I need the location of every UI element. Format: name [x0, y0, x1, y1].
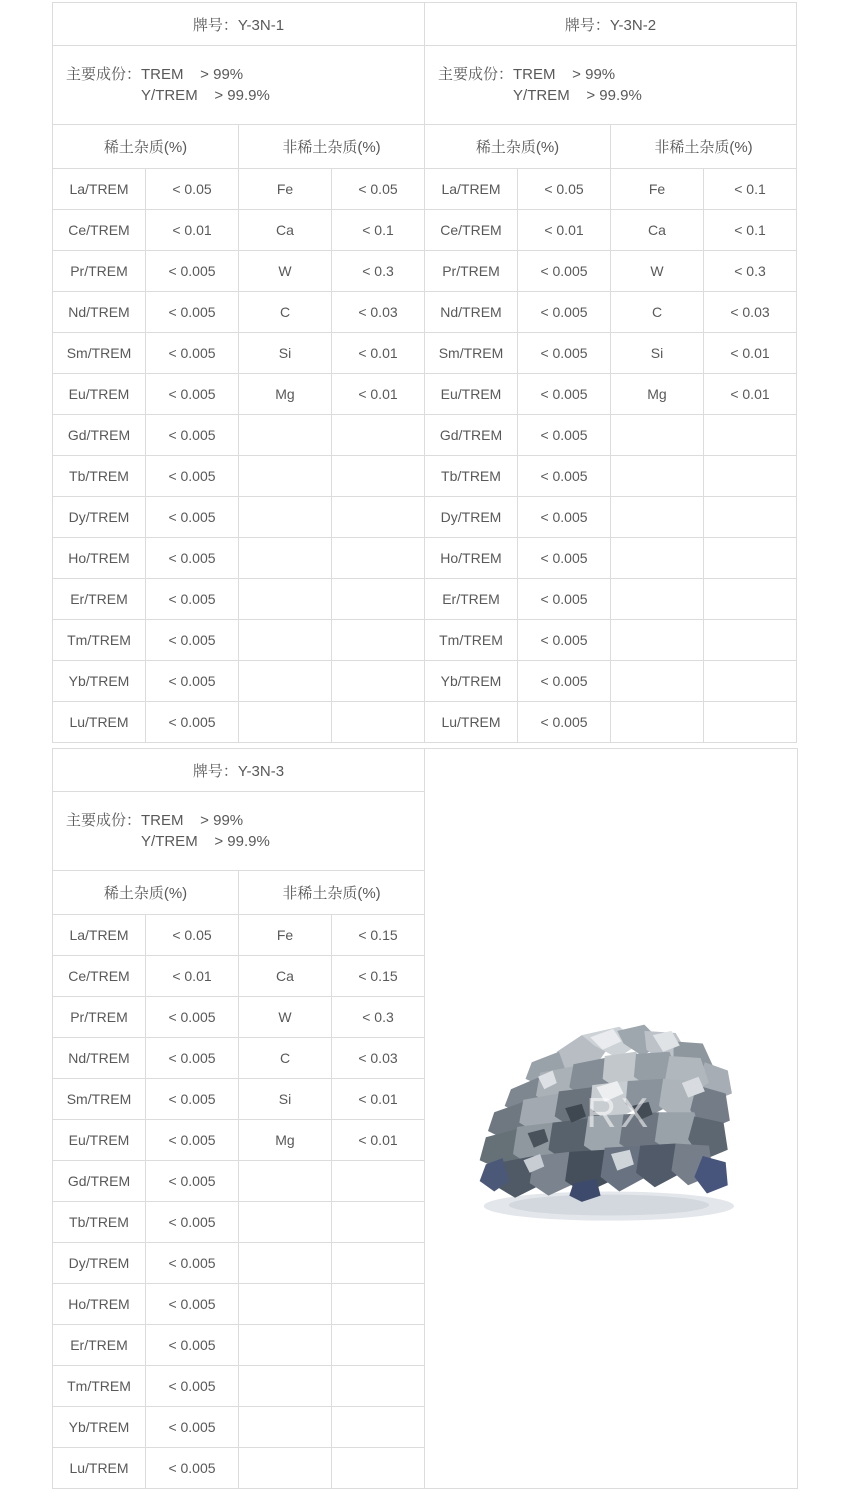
- impurity-limit: [332, 456, 425, 497]
- impurity-element: Tm/TREM: [425, 620, 518, 661]
- impurity-limit: < 0.005: [518, 415, 611, 456]
- impurity-element: W: [239, 251, 332, 292]
- impurity-limit: < 0.005: [518, 292, 611, 333]
- impurity-row: [425, 333, 797, 374]
- impurity-row: [53, 1038, 425, 1079]
- impurity-limit: < 0.01: [332, 1079, 425, 1120]
- impurity-element: Fe: [239, 915, 332, 956]
- impurity-limit: < 0.005: [146, 1366, 239, 1407]
- impurity-limit: [704, 579, 797, 620]
- impurity-row: [53, 456, 425, 497]
- grade-title-row: [425, 3, 797, 46]
- grade-title: 牌号：Y-3N-2: [425, 3, 797, 46]
- impurity-limit: < 0.05: [332, 169, 425, 210]
- impurity-element: Si: [239, 333, 332, 374]
- impurity-limit: < 0.005: [518, 538, 611, 579]
- impurity-limit: < 0.005: [518, 702, 611, 743]
- impurity-limit: < 0.005: [518, 251, 611, 292]
- impurity-row: [425, 579, 797, 620]
- impurity-element: Dy/TREM: [53, 497, 146, 538]
- impurity-limit: < 0.005: [146, 1079, 239, 1120]
- impurity-element: Ho/TREM: [53, 1284, 146, 1325]
- impurity-row: [53, 1407, 425, 1448]
- impurity-element: Yb/TREM: [425, 661, 518, 702]
- impurity-row: [53, 997, 425, 1038]
- impurity-limit: < 0.005: [146, 456, 239, 497]
- impurity-element: Gd/TREM: [425, 415, 518, 456]
- impurity-limit: [332, 1325, 425, 1366]
- impurity-row: [53, 1284, 425, 1325]
- impurity-row: [53, 1243, 425, 1284]
- impurity-limit: < 0.01: [704, 333, 797, 374]
- impurity-row: [53, 661, 425, 702]
- impurity-element: Sm/TREM: [425, 333, 518, 374]
- composition-row: [53, 46, 425, 125]
- impurity-limit: < 0.005: [146, 333, 239, 374]
- impurity-limit: < 0.01: [704, 374, 797, 415]
- impurity-element: W: [239, 997, 332, 1038]
- impurity-limit: [704, 415, 797, 456]
- impurity-element: Lu/TREM: [425, 702, 518, 743]
- impurity-limit: [332, 1448, 425, 1489]
- impurity-limit: [332, 661, 425, 702]
- impurity-element: Pr/TREM: [53, 251, 146, 292]
- impurity-row: [53, 415, 425, 456]
- impurity-element: Si: [239, 1079, 332, 1120]
- impurity-element: Ho/TREM: [425, 538, 518, 579]
- impurity-element: Yb/TREM: [53, 661, 146, 702]
- impurity-element: [239, 538, 332, 579]
- impurity-row: [53, 538, 425, 579]
- impurity-element: [611, 620, 704, 661]
- impurity-row: [425, 415, 797, 456]
- grade-title: 牌号：Y-3N-3: [53, 749, 425, 792]
- impurity-limit: [332, 1284, 425, 1325]
- composition-label: 主要成份：: [438, 66, 514, 83]
- impurity-limit: [332, 702, 425, 743]
- composition-row: [425, 46, 797, 125]
- impurity-row: [425, 374, 797, 415]
- impurity-limit: < 0.005: [518, 579, 611, 620]
- spec-table-y-3n-1: [52, 2, 425, 743]
- impurity-element: Si: [611, 333, 704, 374]
- impurity-limit: < 0.01: [332, 374, 425, 415]
- impurity-limit: < 0.005: [146, 702, 239, 743]
- impurity-limit: < 0.005: [146, 251, 239, 292]
- impurity-limit: [332, 620, 425, 661]
- impurity-row: [53, 333, 425, 374]
- non-re-impurity-header: 非稀土杂质(%): [239, 125, 425, 169]
- impurity-limit: [704, 538, 797, 579]
- impurity-limit: [332, 1202, 425, 1243]
- impurity-element: Mg: [611, 374, 704, 415]
- impurity-element: [611, 702, 704, 743]
- impurity-limit: < 0.005: [146, 538, 239, 579]
- impurity-limit: < 0.005: [518, 620, 611, 661]
- impurity-limit: < 0.03: [704, 292, 797, 333]
- impurity-element: [611, 497, 704, 538]
- impurity-limit: < 0.01: [332, 333, 425, 374]
- impurity-limit: < 0.005: [518, 333, 611, 374]
- impurity-element: Mg: [239, 1120, 332, 1161]
- impurity-element: [239, 702, 332, 743]
- impurity-element: C: [239, 1038, 332, 1079]
- composition-trem: TREM > 99%: [141, 66, 244, 83]
- impurity-element: Ce/TREM: [53, 956, 146, 997]
- photo-watermark: RX: [586, 1088, 653, 1136]
- impurity-element: Dy/TREM: [53, 1243, 146, 1284]
- impurity-element: La/TREM: [53, 915, 146, 956]
- impurity-limit: [704, 702, 797, 743]
- impurity-element: [239, 1284, 332, 1325]
- impurity-element: [239, 415, 332, 456]
- impurity-rows: [53, 915, 425, 1489]
- impurity-element: Nd/TREM: [53, 1038, 146, 1079]
- impurity-limit: [332, 538, 425, 579]
- composition-trem: TREM > 99%: [141, 812, 244, 829]
- impurity-row: [53, 702, 425, 743]
- impurity-row: [53, 374, 425, 415]
- impurity-rows: [53, 169, 425, 743]
- impurity-row: [53, 1202, 425, 1243]
- impurity-row: [53, 1161, 425, 1202]
- impurity-row: [53, 210, 425, 251]
- impurity-element: [239, 1325, 332, 1366]
- re-impurity-header: 稀土杂质(%): [425, 125, 611, 169]
- impurity-limit: < 0.1: [704, 169, 797, 210]
- composition-y-trem: Y/TREM > 99.9%: [513, 87, 642, 104]
- impurity-limit: [704, 497, 797, 538]
- product-photo-cell: [424, 748, 798, 1489]
- impurity-element: Pr/TREM: [425, 251, 518, 292]
- impurity-limit: < 0.005: [146, 1284, 239, 1325]
- impurity-limit: < 0.01: [146, 956, 239, 997]
- impurity-element: [611, 538, 704, 579]
- impurity-limit: < 0.005: [146, 1120, 239, 1161]
- impurity-element: Tb/TREM: [53, 456, 146, 497]
- impurity-element: [239, 1161, 332, 1202]
- top-section: [52, 2, 798, 743]
- impurity-limit: < 0.005: [146, 579, 239, 620]
- impurity-element: Er/TREM: [425, 579, 518, 620]
- bottom-section: [52, 748, 798, 1489]
- impurity-element: Sm/TREM: [53, 1079, 146, 1120]
- impurity-limit: < 0.005: [146, 497, 239, 538]
- impurity-element: Gd/TREM: [53, 1161, 146, 1202]
- impurity-element: Ce/TREM: [53, 210, 146, 251]
- impurity-element: [239, 661, 332, 702]
- composition-trem: TREM > 99%: [513, 66, 616, 83]
- impurity-element: La/TREM: [53, 169, 146, 210]
- impurity-limit: < 0.005: [518, 661, 611, 702]
- impurity-limit: < 0.005: [518, 497, 611, 538]
- impurity-row: [425, 456, 797, 497]
- impurity-element: [239, 497, 332, 538]
- impurity-element: Mg: [239, 374, 332, 415]
- impurity-row: [53, 1448, 425, 1489]
- impurity-limit: < 0.005: [518, 374, 611, 415]
- impurity-element: Tb/TREM: [425, 456, 518, 497]
- impurity-element: [239, 620, 332, 661]
- impurity-header-row: [425, 125, 797, 169]
- composition-y-trem: Y/TREM > 99.9%: [141, 87, 270, 104]
- impurity-limit: [332, 579, 425, 620]
- impurity-element: Tb/TREM: [53, 1202, 146, 1243]
- impurity-element: [611, 579, 704, 620]
- impurity-limit: < 0.005: [146, 292, 239, 333]
- composition-label: 主要成份：: [66, 812, 142, 829]
- impurity-row: [53, 956, 425, 997]
- impurity-row: [53, 1325, 425, 1366]
- impurity-row: [53, 915, 425, 956]
- re-impurity-header: 稀土杂质(%): [53, 125, 239, 169]
- impurity-limit: < 0.005: [146, 1325, 239, 1366]
- impurity-element: [611, 456, 704, 497]
- impurity-element: Gd/TREM: [53, 415, 146, 456]
- impurity-limit: [332, 1366, 425, 1407]
- yttrium-metal-lumps-photo: [465, 1008, 757, 1229]
- impurity-element: W: [611, 251, 704, 292]
- impurity-limit: < 0.03: [332, 1038, 425, 1079]
- impurity-row: [425, 497, 797, 538]
- impurity-limit: < 0.005: [146, 415, 239, 456]
- impurity-row: [425, 661, 797, 702]
- impurity-limit: < 0.01: [518, 210, 611, 251]
- impurity-row: [53, 251, 425, 292]
- impurity-element: Nd/TREM: [53, 292, 146, 333]
- impurity-limit: < 0.005: [146, 1038, 239, 1079]
- impurity-element: Ca: [239, 956, 332, 997]
- impurity-limit: [332, 1161, 425, 1202]
- impurity-limit: < 0.005: [146, 1161, 239, 1202]
- impurity-element: Yb/TREM: [53, 1407, 146, 1448]
- grade-title: 牌号：Y-3N-1: [53, 3, 425, 46]
- impurity-limit: < 0.3: [704, 251, 797, 292]
- impurity-limit: < 0.005: [146, 1243, 239, 1284]
- impurity-element: [239, 579, 332, 620]
- impurity-element: Nd/TREM: [425, 292, 518, 333]
- non-re-impurity-header: 非稀土杂质(%): [239, 871, 425, 915]
- impurity-element: Eu/TREM: [53, 1120, 146, 1161]
- impurity-element: Sm/TREM: [53, 333, 146, 374]
- impurity-limit: < 0.05: [518, 169, 611, 210]
- impurity-limit: < 0.01: [146, 210, 239, 251]
- impurity-row: [53, 620, 425, 661]
- impurity-limit: < 0.3: [332, 251, 425, 292]
- impurity-row: [53, 497, 425, 538]
- impurity-element: Fe: [611, 169, 704, 210]
- impurity-element: Eu/TREM: [53, 374, 146, 415]
- impurity-element: [239, 1448, 332, 1489]
- impurity-limit: [332, 415, 425, 456]
- impurity-element: Fe: [239, 169, 332, 210]
- impurity-header-row: [53, 125, 425, 169]
- impurity-row: [53, 1079, 425, 1120]
- impurity-limit: < 0.005: [518, 456, 611, 497]
- impurity-limit: < 0.005: [146, 1202, 239, 1243]
- impurity-element: Lu/TREM: [53, 1448, 146, 1489]
- impurity-row: [425, 251, 797, 292]
- composition-y-trem: Y/TREM > 99.9%: [141, 833, 270, 850]
- impurity-rows: [425, 169, 797, 743]
- impurity-limit: < 0.1: [332, 210, 425, 251]
- impurity-limit: < 0.03: [332, 292, 425, 333]
- impurity-limit: < 0.05: [146, 169, 239, 210]
- impurity-limit: < 0.15: [332, 956, 425, 997]
- impurity-limit: [704, 456, 797, 497]
- composition-row: [53, 792, 425, 871]
- impurity-limit: < 0.005: [146, 620, 239, 661]
- impurity-element: [239, 1366, 332, 1407]
- composition-label: 主要成份：: [66, 66, 142, 83]
- spec-table-y-3n-3: [52, 748, 425, 1489]
- grade-title-row: [53, 3, 425, 46]
- impurity-row: [53, 169, 425, 210]
- impurity-element: Ca: [611, 210, 704, 251]
- impurity-limit: [332, 1243, 425, 1284]
- impurity-limit: [332, 497, 425, 538]
- impurity-element: Ce/TREM: [425, 210, 518, 251]
- impurity-element: Lu/TREM: [53, 702, 146, 743]
- spec-table-y-3n-2: [424, 2, 797, 743]
- impurity-element: C: [239, 292, 332, 333]
- impurity-element: Er/TREM: [53, 1325, 146, 1366]
- impurity-element: C: [611, 292, 704, 333]
- impurity-limit: < 0.005: [146, 374, 239, 415]
- impurity-limit: < 0.05: [146, 915, 239, 956]
- impurity-row: [425, 538, 797, 579]
- impurity-row: [425, 292, 797, 333]
- impurity-limit: < 0.005: [146, 997, 239, 1038]
- grade-title-row: [53, 749, 425, 792]
- impurity-element: [611, 415, 704, 456]
- impurity-row: [425, 702, 797, 743]
- impurity-element: Er/TREM: [53, 579, 146, 620]
- impurity-element: Eu/TREM: [425, 374, 518, 415]
- impurity-limit: < 0.1: [704, 210, 797, 251]
- impurity-limit: < 0.15: [332, 915, 425, 956]
- impurity-row: [53, 292, 425, 333]
- impurity-element: [239, 1202, 332, 1243]
- impurity-element: [239, 456, 332, 497]
- impurity-element: Tm/TREM: [53, 1366, 146, 1407]
- impurity-row: [53, 1366, 425, 1407]
- impurity-element: [611, 661, 704, 702]
- impurity-row: [425, 210, 797, 251]
- spec-sheet: [52, 2, 798, 1489]
- impurity-element: Dy/TREM: [425, 497, 518, 538]
- impurity-row: [425, 620, 797, 661]
- impurity-element: La/TREM: [425, 169, 518, 210]
- impurity-limit: [704, 620, 797, 661]
- impurity-header-row: [53, 871, 425, 915]
- impurity-element: Pr/TREM: [53, 997, 146, 1038]
- impurity-row: [53, 579, 425, 620]
- impurity-limit: < 0.005: [146, 1448, 239, 1489]
- impurity-limit: [704, 661, 797, 702]
- re-impurity-header: 稀土杂质(%): [53, 871, 239, 915]
- impurity-limit: < 0.005: [146, 1407, 239, 1448]
- impurity-element: [239, 1243, 332, 1284]
- impurity-element: Ho/TREM: [53, 538, 146, 579]
- impurity-row: [425, 169, 797, 210]
- impurity-limit: < 0.01: [332, 1120, 425, 1161]
- impurity-row: [53, 1120, 425, 1161]
- impurity-limit: < 0.3: [332, 997, 425, 1038]
- impurity-element: Tm/TREM: [53, 620, 146, 661]
- non-re-impurity-header: 非稀土杂质(%): [611, 125, 797, 169]
- impurity-limit: [332, 1407, 425, 1448]
- impurity-element: [239, 1407, 332, 1448]
- impurity-limit: < 0.005: [146, 661, 239, 702]
- impurity-element: Ca: [239, 210, 332, 251]
